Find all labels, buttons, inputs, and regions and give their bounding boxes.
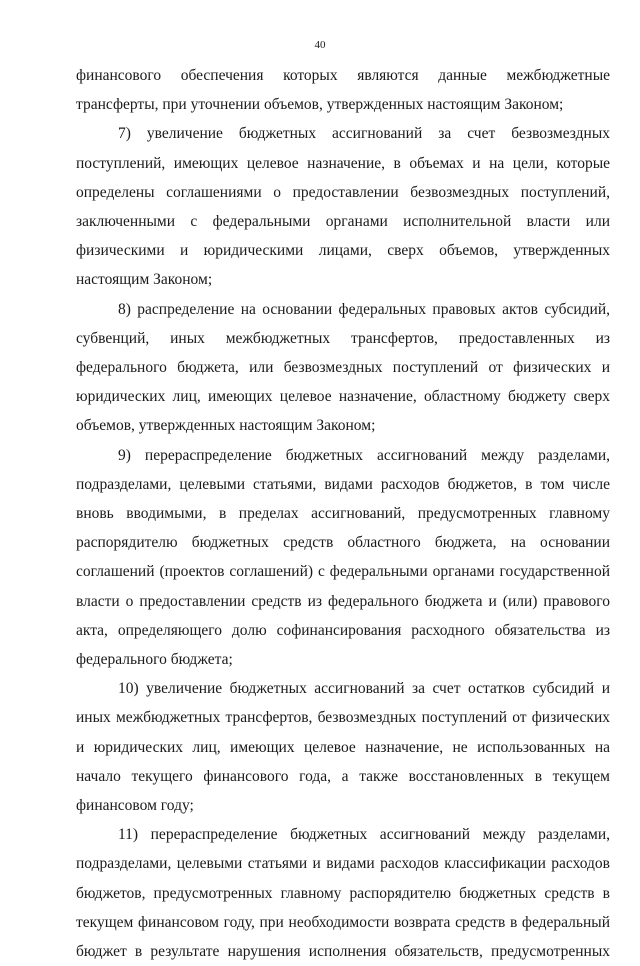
paragraph-item-9: 9) перераспределение бюджетных ассигнований между разделами, подразделами, целевыми статьями, видами расходов бюджетов, в том числе вновь вводимыми, в пределах ассигнований, предусмотренных главному распорядителю бюджетных средств областного бюджета, на основании соглашений (проектов соглашений) с федеральными органами государственной власти о предоставлении средств из федерального бюджета и (или) правового акта, определяющего долю софинансирования расходного обязательства из федерального бюджета; (76, 446, 610, 669)
document-body (76, 61, 610, 966)
page-number: 40 (314, 39, 326, 51)
paragraph-item-10: 10) увеличение бюджетных ассигнований за счет остатков субсидий и иных межбюджетных трансфертов, безвозмездных поступлений от физических и юридических лиц, имеющих целевое назначение, не использованных на начало текущего финансового года, а также восстановленных в текущем финансовом году; (76, 680, 610, 815)
paragraph-item-7: 7) увеличение бюджетных ассигнований за счет безвозмездных поступлений, имеющих целевое назначение, в объемах и на цели, которые определены соглашениями о предоставлении безвозмездных поступлений, заключенными с федеральными органами исполнительной власти или физическими и юридическими лицами, сверх объемов, утвержденных настоящим Законом; (76, 125, 610, 289)
paragraph-item-11: 11) перераспределение бюджетных ассигнований между разделами, подразделами, целевыми статьями и видами расходов классификации расходов бюджетов, предусмотренных главному распорядителю бюджетных средств в текущем финансовом году, при необходимости возврата средств в федеральный бюджет в результате нарушения исполнения обязательств, предусмотренных (76, 826, 610, 961)
paragraph-item-8: 8) распределение на основании федеральных правовых актов субсидий, субвенций, иных межбюджетных трансфертов, предоставленных из федерального бюджета, или безвозмездных поступлений от физических и юридических лиц, имеющих целевое назначение, областному бюджету сверх объемов, утвержденных настоящим Законом; (76, 300, 610, 435)
paragraph-continuation: финансового обеспечения которых являются данные межбюджетные трансферты, при уточнении объемов, утвержденных настоящим Законом; (76, 67, 610, 114)
